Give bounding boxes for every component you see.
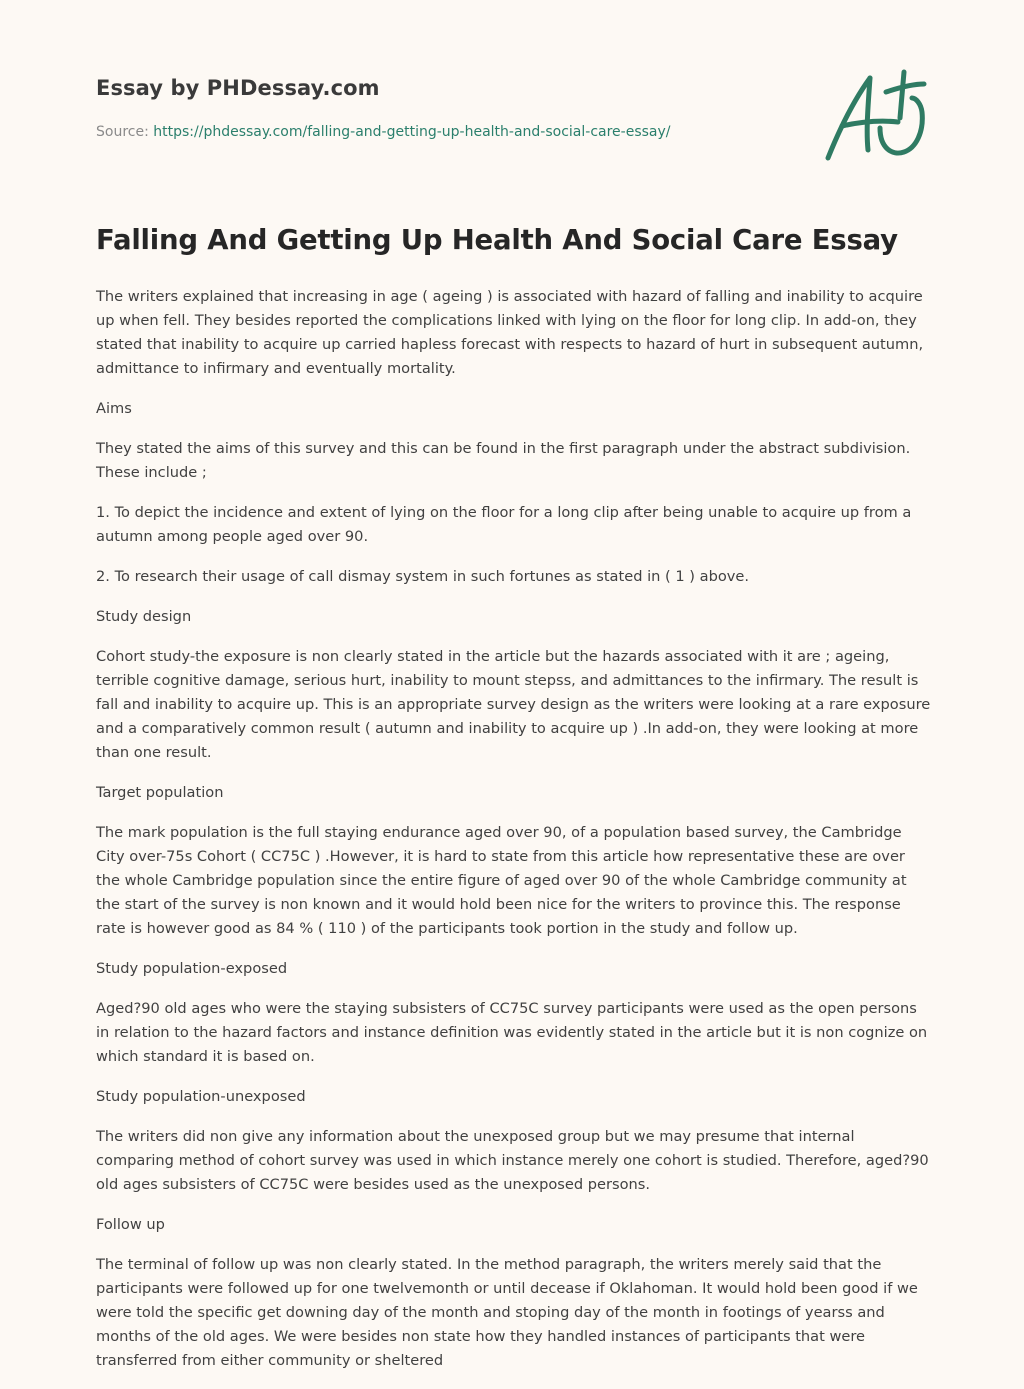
section-heading-aims: Aims <box>96 400 132 417</box>
section-heading-target-population: Target population <box>96 784 224 801</box>
paragraph-unexposed: The writers did non give any information about the unexposed group but we may presume that internal comparing method of cohort survey was used in which instance merely one cohort is studied. Therefore, aged?90 old ages subsisters of CC75C were besides used as the unexposed persons. <box>96 1128 929 1193</box>
section-heading-unexposed: Study population-unexposed <box>96 1088 306 1105</box>
paragraph-aim-1: 1. To depict the incidence and extent of lying on the floor for a long clip after being unable to acquire up from a autumn among people aged over 90. <box>96 504 912 545</box>
section-heading-exposed: Study population-exposed <box>96 960 288 977</box>
paragraph-study-design: Cohort study-the exposure is non clearly stated in the article but the hazards associated with it are ; ageing, terrible cognitive damage, serious hurt, inability to mount stepss, and admittances to the infirmary. The result is fall and inability to acquire up. This is an appropriate survey design as the writers were looking at a rare exposure and a comparatively common result ( autumn and inability to acquire up ) .In add-on, they were looking at more than one result. <box>96 648 931 761</box>
a-plus-logo-icon <box>820 66 932 166</box>
source-label: Source: <box>96 124 154 140</box>
paragraph-exposed: Aged?90 old ages who were the staying subsisters of CC75C survey participants were used as the open persons in relation to the hazard factors and instance definition was evidently stated in the article but it is non cognize on which standard it is based on. <box>96 1000 928 1065</box>
section-heading-follow-up: Follow up <box>96 1216 165 1233</box>
site-brand: Essay by PHDessay.com <box>96 76 380 100</box>
source-link[interactable]: https://phdessay.com/falling-and-getting-up-health-and-social-care-essay/ <box>153 124 671 140</box>
paragraph-aim-2: 2. To research their usage of call dismay system in such fortunes as stated in ( 1 ) above. <box>96 568 750 585</box>
article-body <box>96 285 932 1389</box>
section-heading-study-design: Study design <box>96 608 192 625</box>
paragraph-intro: The writers explained that increasing in age ( ageing ) is associated with hazard of falling and inability to acquire up when fell. They besides reported the complications linked with lying on the floor for long clip. In add-on, they stated that inability to acquire up carried hapless forecast with respects to hazard of hurt in subsequent autumn, admittance to infirmary and eventually mortality. <box>96 288 924 377</box>
page-title: Falling And Getting Up Health And Social Care Essay <box>96 224 898 256</box>
paragraph-follow-up: The terminal of follow up was non clearly stated. In the method paragraph, the writers merely said that the participants were followed up for one twelvemonth or until decease if Oklahoman. It would hold been good if we were told the specific get downing day of the month and stoping day of the month in footings of yearss and months of the old ages. We were besides non state how they handled instances of participants that were transferred from either community or sheltered <box>96 1256 918 1369</box>
paragraph-target-population: The mark population is the full staying endurance aged over 90, of a population based survey, the Cambridge City over-75s Cohort ( CC75C ) .However, it is hard to state from this article how representative these are over the whole Cambridge population since the entire figure of aged over 90 of the whole Cambridge community at the start of the survey is non known and it would hold been nice for the writers to province this. The response rate is however good as 84 % ( 110 ) of the participants took portion in the study and follow up. <box>96 824 907 937</box>
paragraph-aims: They stated the aims of this survey and this can be found in the first paragraph under the abstract subdivision. These include ; <box>96 440 911 481</box>
source-line <box>96 124 671 140</box>
